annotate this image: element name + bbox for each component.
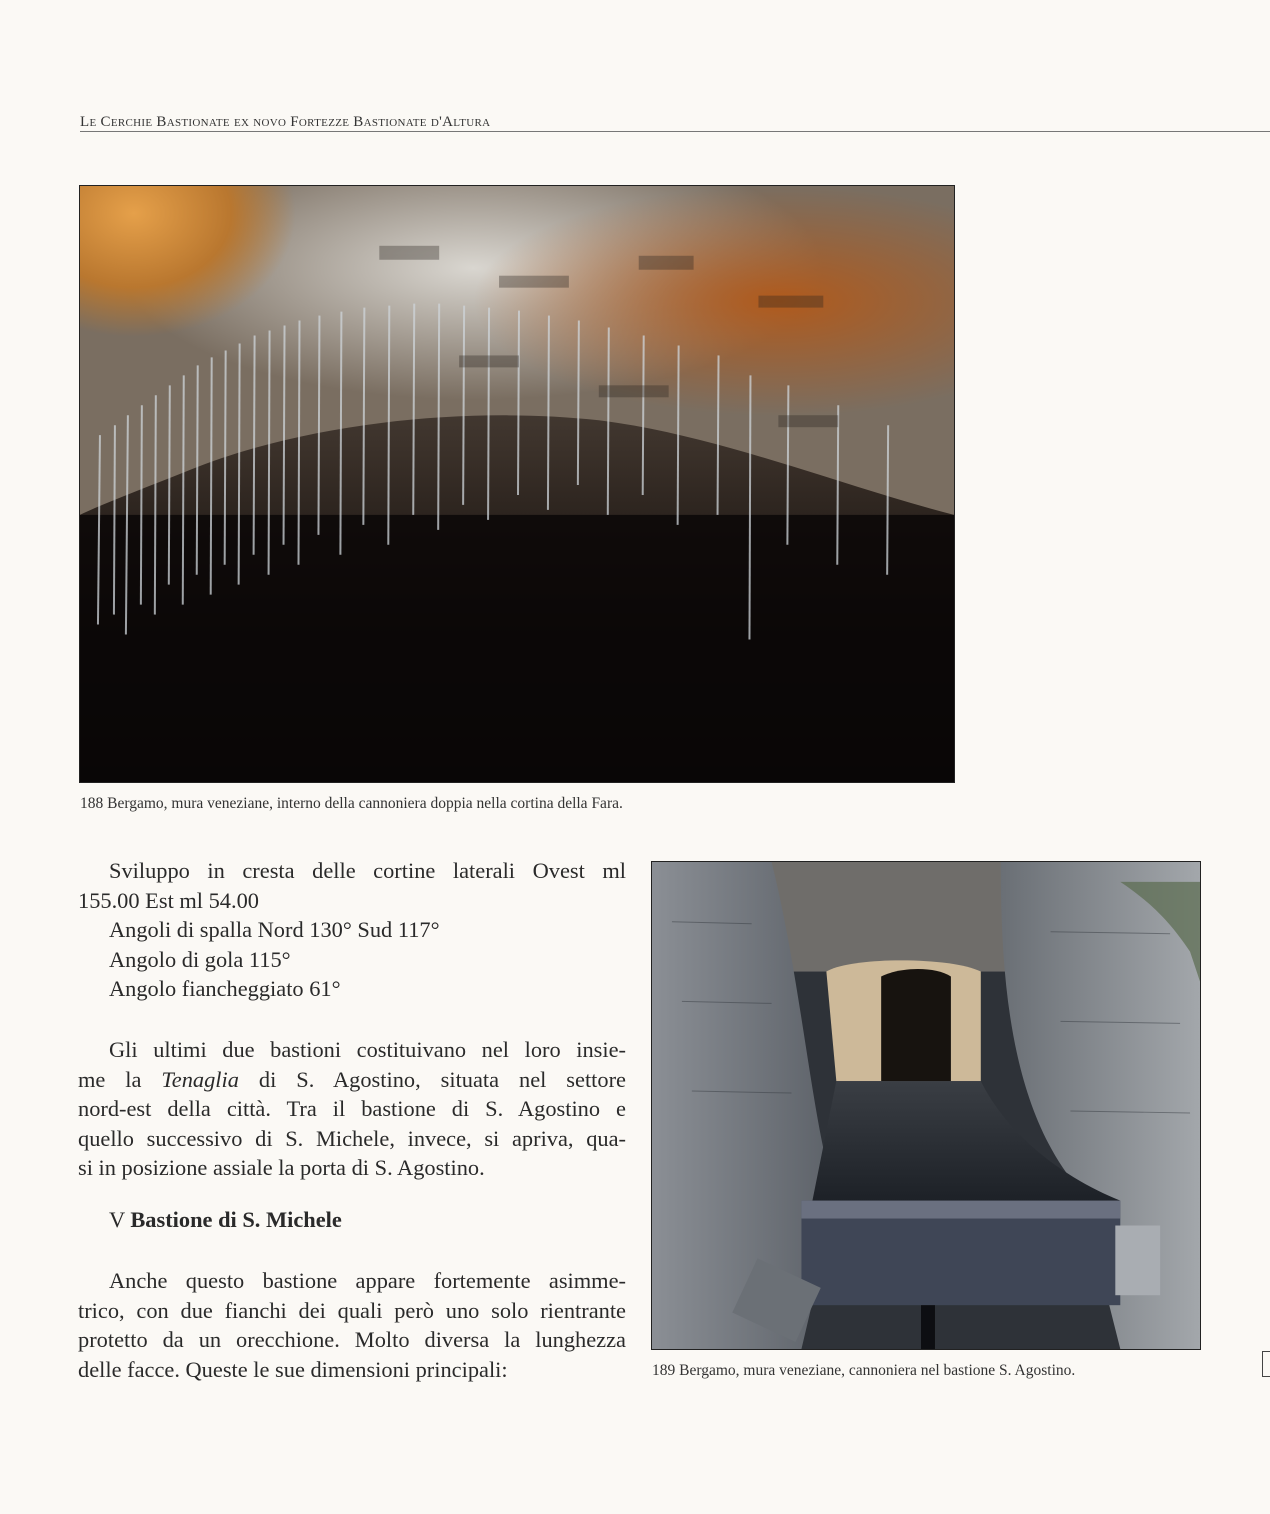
text-line: Sviluppo in cresta delle cortine laterali Ovest ml (109, 858, 626, 883)
text-line: nord-est della città. Tra il bastione di S. Agostino e (78, 1096, 626, 1121)
text-line: quello successivo di S. Michele, invece, si apriva, qua- (78, 1125, 626, 1151)
text-line: Angolo fiancheggiato 61° (109, 976, 341, 1001)
text-segment: di S. Agostino, situata nel settore (238, 1066, 626, 1092)
paragraph-dimensions (78, 856, 626, 1004)
text-line: Angolo di gola 115° (109, 946, 291, 972)
text-line: Gli ultimi due bastioni costituivano nel loro insie- (109, 1037, 626, 1062)
text-line: si in posizione assiale la porta di S. Agostino. (78, 1155, 485, 1180)
figure-caption-188: 188 Bergamo, mura veneziane, interno della cannoniera doppia nella cortina della Fara. (80, 795, 623, 812)
text-line: Angoli di spalla Nord 130° Sud 117° (109, 917, 440, 942)
section-title: Bastione di S. Michele (130, 1207, 342, 1232)
header-rule (80, 131, 1270, 132)
text-line: protetto da un orecchione. Molto diversa la lunghezza (78, 1327, 626, 1352)
text-line: 155.00 Est ml 54.00 (78, 887, 259, 913)
text-segment: me la (78, 1066, 162, 1092)
text-line (78, 1065, 626, 1095)
paragraph-michele (78, 1266, 626, 1384)
photo-cannoniera-agostino (651, 861, 1201, 1350)
italic-term: Tenaglia (161, 1066, 239, 1092)
section-heading (109, 1207, 342, 1233)
paragraph-tenaglia (78, 1035, 626, 1183)
text-line: delle facce. Queste le sue dimensioni principali: (78, 1356, 508, 1382)
text-line: Anche questo bastione appare fortemente asimme- (109, 1268, 626, 1293)
photo-cannoniera-fara (79, 185, 955, 783)
section-numeral: V (109, 1207, 125, 1232)
running-header: Le Cerchie Bastionate ex novo Fortezze Bastionate d'Altura (80, 114, 491, 130)
text-line: trico, con due fianchi dei quali però uno solo rientrante (78, 1297, 626, 1323)
photo-cannoniera-agostino-image (652, 862, 1200, 1349)
page-edge-mark (1262, 1351, 1270, 1377)
figure-caption-189: 189 Bergamo, mura veneziane, cannoniera nel bastione S. Agostino. (652, 1362, 1076, 1379)
photo-cannoniera-fara-image (80, 186, 954, 782)
